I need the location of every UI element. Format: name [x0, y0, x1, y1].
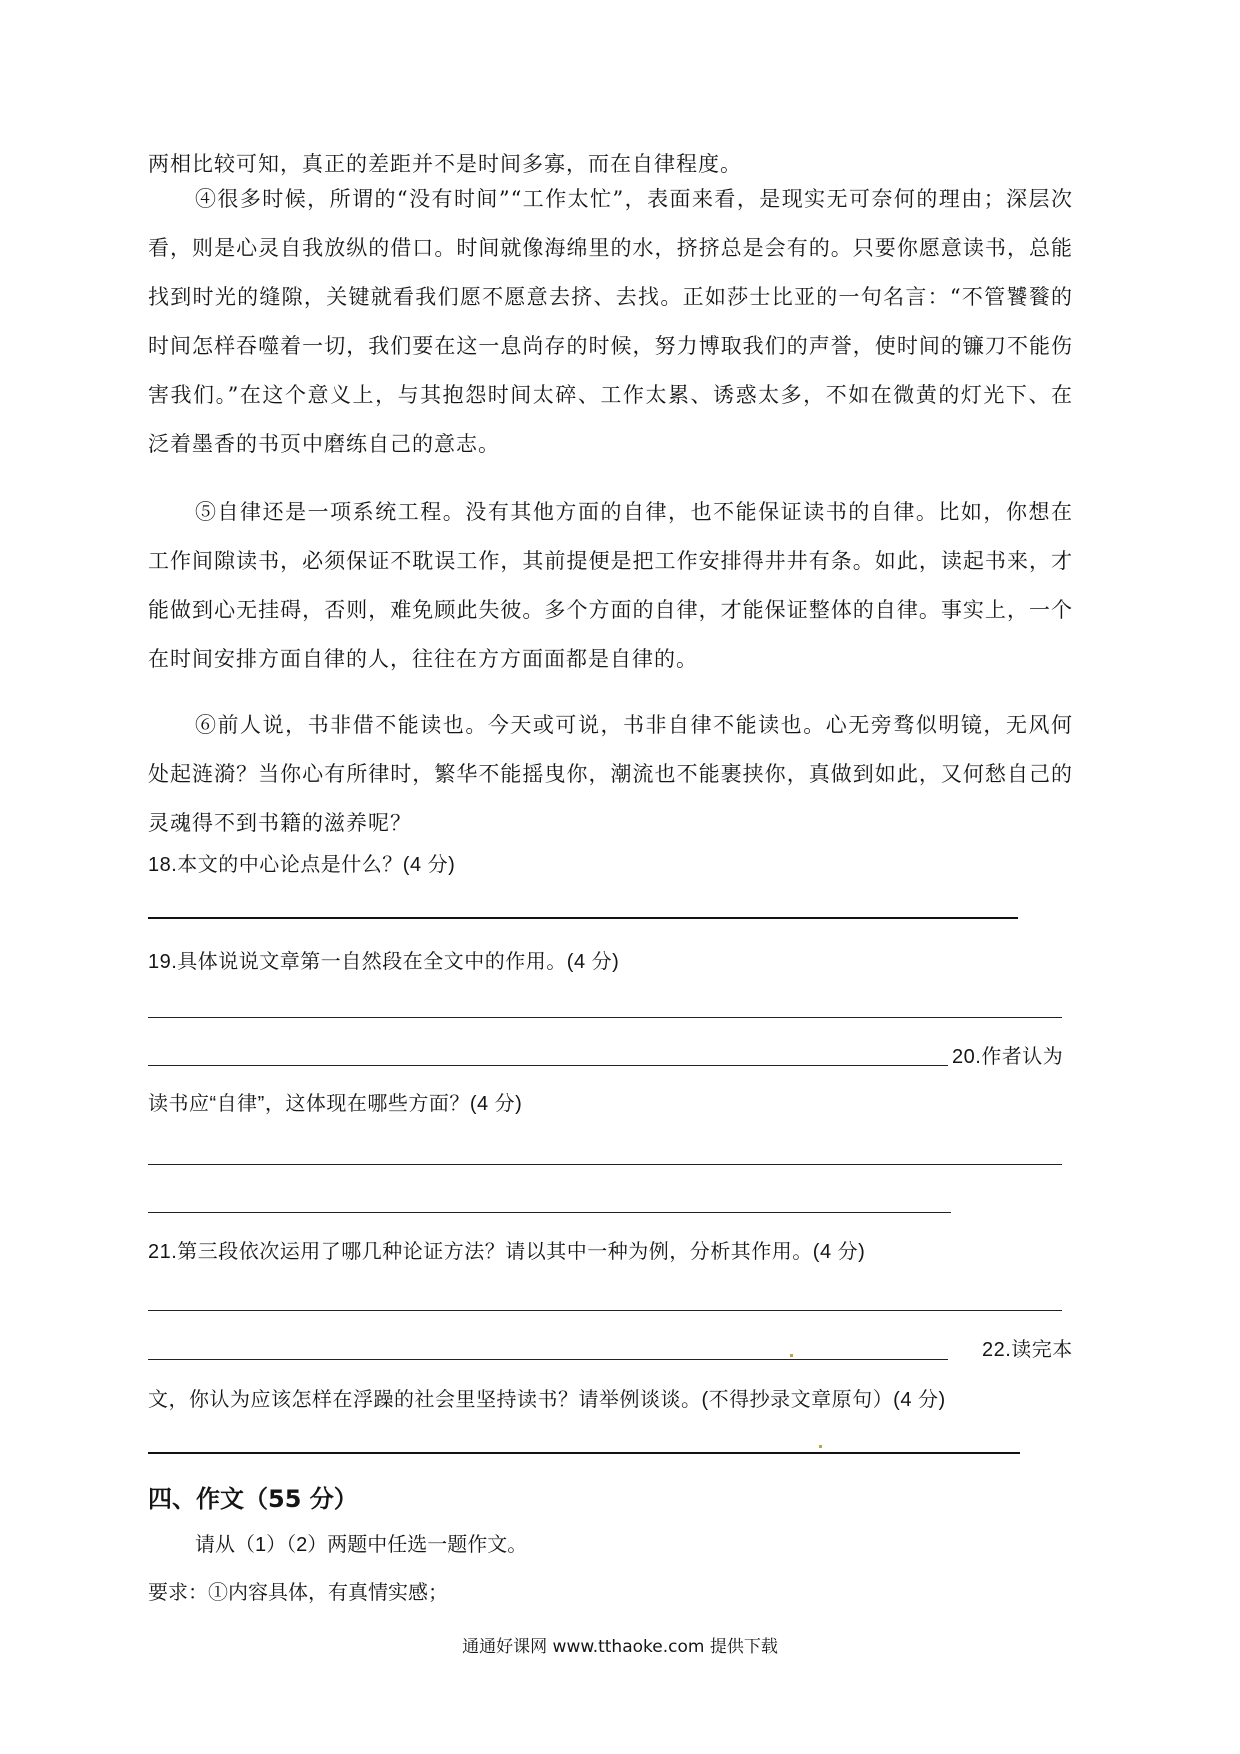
composition-instruction: 请从（1）（2）两题中任选一题作文。 — [195, 1534, 528, 1556]
composition-requirement: 要求：①内容具体，有真情实感； — [148, 1582, 448, 1604]
question-21: 21.第三段依次运用了哪几种论证方法？请以其中一种为例，分析其作用。(4 分) — [148, 1241, 866, 1263]
answer-line-18[interactable] — [148, 917, 1018, 919]
answer-line-21b[interactable] — [148, 1359, 948, 1360]
passage-paragraph-6: ⑥前人说，书非借不能读也。今天或可说，书非自律不能读也。心无旁骛似明镜，无风何处起涟漪？当你心有所律时，繁华不能摇曳你，潮流也不能裹挟你，真做到如此，又何愁自己的灵魂得不到书籍的滋养呢？ — [148, 713, 1073, 835]
section-title-composition: 四、作文（55 分） — [148, 1485, 358, 1513]
answer-line-21a[interactable] — [148, 1310, 1062, 1311]
question-22-head: 22.读完本 — [982, 1339, 1073, 1361]
question-22-body: 文，你认为应该怎样在浮躁的社会里坚持读书？请举例谈谈。(不得抄录文章原句）(4 分) — [148, 1389, 946, 1411]
scan-mark — [819, 1445, 822, 1448]
page-footer: 通通好课网 www.tthaoke.com 提供下载 — [462, 1637, 778, 1657]
scan-mark — [790, 1354, 793, 1357]
question-20-head: 20.作者认为 — [952, 1046, 1064, 1068]
passage-paragraph-4: ④很多时候，所谓的“没有时间”“工作太忙”，表面来看，是现实无可奈何的理由；深层次看，则是心灵自我放纵的借口。时间就像海绵里的水，挤挤总是会有的。只要你愿意读书，总能找到时光的缝隙，关键就看我们愿不愿意去挤、去找。正如莎士比亚的一句名言：“不管饕餮的时间怎样吞噬着一切，我们要在这一息尚存的时候，努力博取我们的声誉，使时间的镰刀不能伤害我们。”在这个意义上，与其抱怨时间太碎、工作太累、诱惑太多，不如在微黄的灯光下、在泛着墨香的书页中磨练自己的意志。 — [148, 187, 1073, 456]
passage-paragraph-3-end: 两相比较可知，真正的差距并不是时间多寡，而在自律程度。 — [148, 152, 742, 176]
answer-line-19b[interactable] — [148, 1065, 948, 1066]
answer-line-20a[interactable] — [148, 1164, 1062, 1165]
passage-paragraph-5: ⑤自律还是一项系统工程。没有其他方面的自律，也不能保证读书的自律。比如，你想在工作间隙读书，必须保证不耽误工作，其前提便是把工作安排得井井有条。如此，读起书来，才能做到心无挂碍，否则，难免顾此失彼。多个方面的自律，才能保证整体的自律。事实上，一个在时间安排方面自律的人，往往在方方面面都是自律的。 — [148, 500, 1073, 671]
question-20-body: 读书应“自律”，这体现在哪些方面？(4 分) — [148, 1093, 523, 1115]
question-18: 18.本文的中心论点是什么？(4 分) — [148, 854, 456, 876]
answer-line-19a[interactable] — [148, 1017, 1062, 1018]
answer-line-22[interactable] — [148, 1452, 1020, 1454]
answer-line-20b[interactable] — [148, 1212, 951, 1213]
question-19: 19.具体说说文章第一自然段在全文中的作用。(4 分) — [148, 951, 620, 973]
